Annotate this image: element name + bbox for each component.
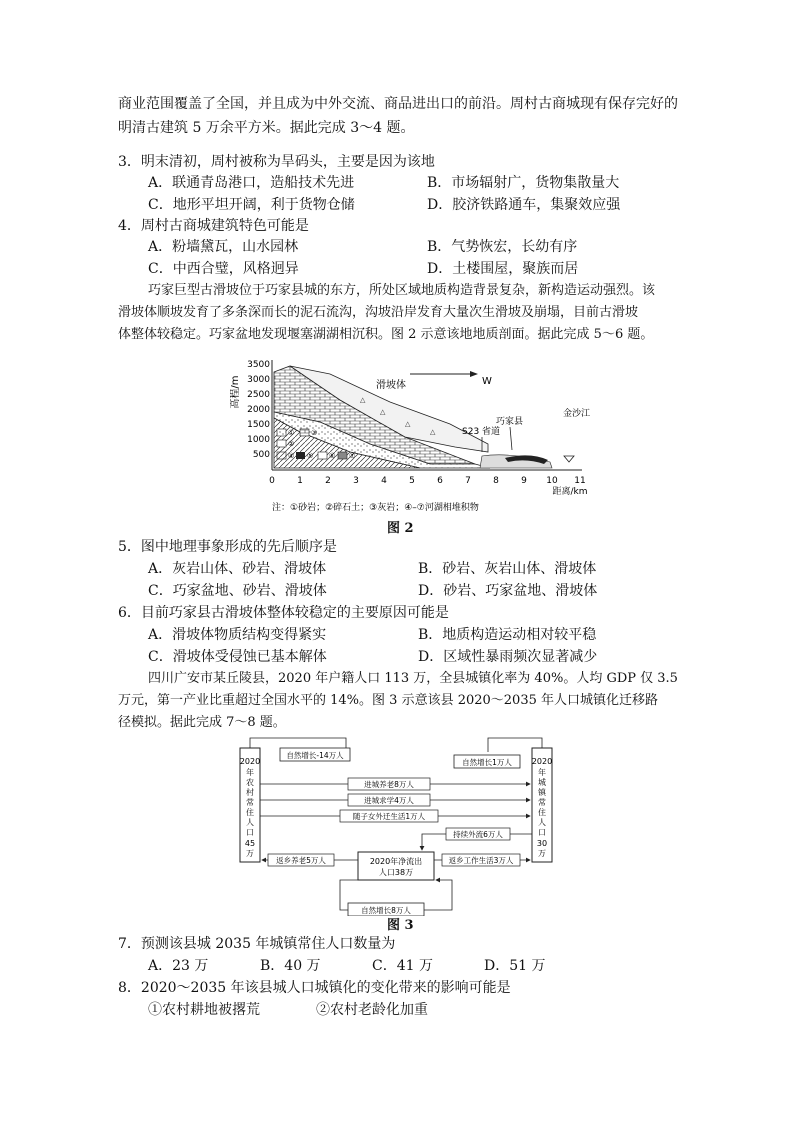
flow-label-elderly: 进城养老8万人 (364, 780, 414, 789)
x-tick: 10 (546, 476, 558, 486)
q3-stem: 3．明末清初，周村被称为旱码头，主要是因为该地 (118, 154, 435, 170)
figure2-note: 注：①砂岩；②碎石土；③灰岩；④–⑦河湖相堆积物 (272, 503, 479, 513)
q5-stem: 5．图中地理事象形成的先后顺序是 (118, 539, 337, 555)
x-tick: 3 (353, 476, 359, 486)
q6-option-a: A．滑坡体物质结构变得紧实 (148, 627, 327, 643)
q6-option-c: C．滑坡体受侵蚀已基本解体 (148, 649, 327, 665)
urban-natural-growth-label: 自然增长1万人 (462, 758, 512, 767)
x-tick: 5 (409, 476, 415, 486)
y-axis-label: 高程/m (230, 375, 241, 409)
q6-stem: 6．目前巧家县古滑坡体整体较稳定的主要原因可能是 (118, 605, 449, 621)
passage2-line-1: 巧家巨型古滑坡位于巧家县城的东方，所处区域地质构造背景复杂，新构造运动强烈。该 (148, 283, 656, 298)
y-tick: 1500 (247, 420, 270, 430)
rural-population-label: 2020 年农村常住人口 45 万 (239, 757, 261, 858)
q3-option-b: B．市场辐射广，货物集散量大 (427, 175, 620, 191)
river-marker-icon (564, 456, 574, 462)
q8-item-1: ①农村耕地被撂荒 (148, 1002, 260, 1018)
svg-text:△: △ (430, 428, 436, 436)
y-tick: 2500 (247, 390, 270, 400)
town-pointer (510, 427, 512, 450)
x-tick-labels (269, 476, 586, 486)
label-landslide: 滑坡体 (376, 380, 406, 391)
legend-num: ④ (288, 452, 295, 460)
passage2-line-3: 体整体较稳定。巧家盆地发现堰塞湖湖相沉积。图 2 示意该地地质剖面。据此完成 5～6 题。 (118, 327, 654, 342)
x-tick: 1 (297, 476, 303, 486)
legend-num: ① (288, 429, 295, 437)
x-tick: 2 (325, 476, 331, 486)
q4-option-d: D．土楼围屋，聚族而居 (427, 261, 579, 277)
x-tick: 7 (465, 476, 471, 486)
q7-option-b: B．40 万 (260, 958, 321, 974)
figure2-caption: 图 2 (387, 521, 414, 536)
figure3-migration-diagram (236, 734, 558, 916)
label-town: 巧家县 (496, 417, 524, 427)
q7-stem: 7．预测该县城 2035 年城镇常住人口数量为 (118, 936, 396, 952)
intro-line-2: 明清古建筑 5 万余平方米。据此完成 3～4 题。 (118, 120, 415, 136)
intro-line-1: 商业范围覆盖了全国，并且成为中外交流、商品进出口的前沿。周村古商城现有保存完好的 (118, 96, 678, 112)
x-tick: 8 (493, 476, 499, 486)
x-tick: 11 (574, 476, 586, 486)
q8-stem: 8．2020～2035 年该县城人口城镇化的变化带来的影响可能是 (118, 980, 511, 996)
figure2-geological-profile (230, 352, 590, 520)
q6-option-b: B．地质构造运动相对较平稳 (418, 627, 597, 643)
q7-option-d: D．51 万 (484, 958, 546, 974)
q4-option-b: B．气势恢宏，长幼有序 (427, 239, 578, 255)
rural-natural-growth-label: 自然增长-14万人 (286, 751, 344, 760)
legend-num: ⑤ (307, 452, 314, 460)
flow-label-return-elderly: 返乡养老5万人 (276, 856, 326, 865)
q5-option-c: C．巧家盆地、砂岩、滑坡体 (148, 583, 327, 599)
legend-num: ③ (311, 429, 318, 437)
legend-num: ⑥ (329, 452, 336, 460)
q5-option-d: D．砂岩、巧家盆地、滑坡体 (418, 583, 598, 599)
legend-swatch-6 (318, 452, 327, 459)
figure3-caption: 图 3 (387, 918, 414, 933)
legend-swatch-3 (300, 429, 309, 436)
legend-num: ⑦ (349, 452, 356, 460)
label-river: 金沙江 (563, 409, 590, 419)
q5-option-a: A．灰岩山体、砂岩、滑坡体 (148, 561, 327, 577)
q7-option-a: A．23 万 (148, 958, 209, 974)
svg-text:△: △ (405, 420, 411, 428)
legend-swatch-5 (296, 452, 305, 459)
q3-option-a: A．联通青岛港口，造船技术先进 (148, 175, 355, 191)
x-tick: 0 (269, 476, 275, 486)
legend-swatch-4 (277, 452, 286, 459)
svg-text:△: △ (360, 396, 366, 404)
urban-population-label: 2020 年城镇常住人口 30 万 (531, 757, 553, 858)
flow-label-children: 随子女外迁生活1万人 (352, 812, 426, 821)
x-axis-label: 距离/km (552, 487, 588, 497)
flow-label-outflow: 持续外流6万人 (453, 830, 503, 839)
y-tick: 500 (252, 450, 270, 460)
svg-text:△: △ (380, 408, 386, 416)
y-tick-labels (247, 360, 270, 460)
passage3-line-1: 四川广安市某丘陵县，2020 年户籍人口 113 万，全县城镇化率为 40%。人均 GDP 仅 3.5 (148, 671, 678, 686)
q5-option-b: B．砂岩、灰岩山体、滑坡体 (418, 561, 597, 577)
label-road: S23 省道 (462, 427, 501, 437)
y-tick: 1000 (247, 435, 270, 445)
q7-option-c: C．41 万 (372, 958, 433, 974)
y-tick: 2000 (247, 405, 270, 415)
x-tick: 4 (381, 476, 387, 486)
outflow-natural-growth-label: 自然增长8万人 (361, 906, 411, 915)
passage3-line-2: 万元，第一产业比重超过全国水平的 14%。图 3 示意该县 2020～2035 年人口城镇化迁移路 (118, 693, 658, 708)
legend-num: ② (288, 440, 295, 448)
flow-label-return-work: 返乡工作生活3万人 (448, 856, 514, 865)
q6-option-d: D．区域性暴雨频次显著减少 (418, 649, 598, 665)
flow-label-study: 进城求学4万人 (364, 796, 414, 805)
q3-option-c: C．地形平坦开阔，利于货物仓储 (148, 197, 355, 213)
q4-stem: 4．周村古商城建筑特色可能是 (118, 218, 309, 234)
passage2-line-2: 滑坡体顺坡发育了多条深而长的泥石流沟，沟坡沿岸发育大量次生滑坡及崩塌，目前古滑坡 (118, 305, 639, 320)
q4-option-c: C．中西合璧，风格迥异 (148, 261, 299, 277)
arrow-head-icon (470, 371, 478, 377)
q8-item-2: ②农村老龄化加重 (316, 1002, 428, 1018)
net-outflow-label-2: 人口38万 (378, 868, 414, 877)
net-outflow-label-1: 2020年净流出 (369, 857, 423, 866)
y-tick: 3000 (247, 375, 270, 385)
q4-option-a: A．粉墙黛瓦，山水园林 (148, 239, 299, 255)
passage3-line-3: 径模拟。据此完成 7～8 题。 (118, 715, 286, 730)
legend-swatch-7 (338, 452, 347, 459)
q3-option-d: D．胶济铁路通车，集聚效应强 (427, 197, 621, 213)
direction-label: W (482, 376, 492, 387)
x-tick: 9 (521, 476, 527, 486)
y-tick: 3500 (247, 360, 270, 370)
x-tick: 6 (437, 476, 443, 486)
legend-swatch-2 (277, 440, 286, 447)
legend-swatch-1 (277, 429, 286, 436)
